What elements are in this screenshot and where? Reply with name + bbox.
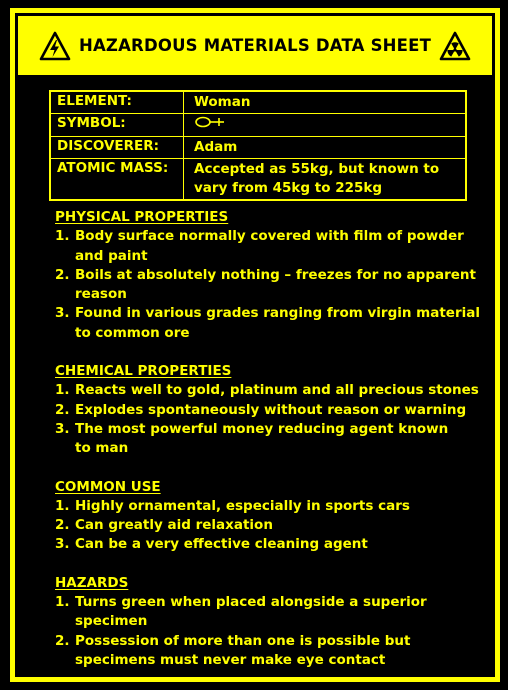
list-item-number: 3. <box>55 536 70 553</box>
list-item-text-line-1: Boils at absolutely nothing – freezes for no apparent <box>75 266 476 283</box>
list-item <box>55 381 495 400</box>
list-item-number: 1. <box>55 594 70 611</box>
list-item-text-line-2: and paint <box>75 247 148 264</box>
list-item-text-line-1: Found in various grades ranging from virgin material <box>75 305 480 322</box>
list-item-text-line-1: The most powerful money reducing agent known <box>75 420 449 437</box>
table-row-symbol <box>51 114 465 137</box>
section-heading: PHYSICAL PROPERTIES <box>55 209 229 225</box>
atomic-mass-line-2: vary from 45kg to 225kg <box>194 180 383 196</box>
list-item-text-line-1: Can greatly aid relaxation <box>75 517 273 534</box>
list-item-number: 2. <box>55 632 70 649</box>
section-hazards <box>55 574 495 670</box>
property-list <box>55 593 495 670</box>
list-item <box>55 420 495 459</box>
list-item-text-line-2: specimen <box>75 613 148 630</box>
list-item-text-line-1: Can be a very effective cleaning agent <box>75 536 368 553</box>
list-item-text-line-1: Turns green when placed alongside a superior <box>75 594 427 611</box>
table-row-element <box>51 92 465 114</box>
atomic-mass-label: ATOMIC MASS: <box>51 159 184 199</box>
table-row-atomic-mass <box>51 159 465 199</box>
discoverer-label: DISCOVERER: <box>51 137 184 158</box>
property-list <box>55 497 495 555</box>
list-item <box>55 304 495 343</box>
list-item <box>55 535 495 554</box>
list-item-number: 1. <box>55 497 70 514</box>
section-chemical-properties <box>55 362 495 458</box>
list-item-number: 1. <box>55 228 70 245</box>
list-item-number: 2. <box>55 517 70 534</box>
list-item-number: 3. <box>55 420 70 437</box>
list-item <box>55 593 495 632</box>
symbol-label: SYMBOL: <box>51 114 184 136</box>
table-row-discoverer <box>51 137 465 159</box>
list-item-text-line-1: Explodes spontaneously without reason or warning <box>75 401 467 418</box>
list-item-text-line-1: Possession of more than one is possible but <box>75 632 411 649</box>
list-item <box>55 266 495 305</box>
symbol-value <box>184 114 465 136</box>
list-item-number: 2. <box>55 401 70 418</box>
list-item-text-line-1: Highly ornamental, especially in sports cars <box>75 497 410 514</box>
data-sheet <box>10 8 500 682</box>
discoverer-value: Adam <box>194 139 238 155</box>
list-item-text-line-1: Reacts well to gold, platinum and all precious stones <box>75 382 479 399</box>
section-common-use <box>55 478 495 555</box>
list-item-number: 1. <box>55 382 70 399</box>
list-item <box>55 401 495 420</box>
element-label: ELEMENT: <box>51 92 184 113</box>
property-list <box>55 381 495 458</box>
list-item-text-line-2: to man <box>75 440 129 457</box>
section-heading: CHEMICAL PROPERTIES <box>55 363 232 380</box>
radiation-warning-icon <box>439 31 471 61</box>
section-heading: COMMON USE <box>55 478 161 495</box>
list-item-number: 3. <box>55 305 70 322</box>
atomic-mass-line-1: Accepted as 55kg, but known to <box>194 161 440 177</box>
page-title: HAZARDOUS MATERIALS DATA SHEET <box>78 36 432 55</box>
properties-content <box>55 208 495 689</box>
venus-symbol-icon <box>194 115 228 135</box>
list-item <box>55 227 495 266</box>
list-item-text-line-2: reason <box>75 286 127 303</box>
section-physical-properties <box>55 208 495 343</box>
property-list <box>55 227 495 343</box>
list-item <box>55 497 495 516</box>
element-data-table <box>49 90 467 201</box>
list-item <box>55 632 495 671</box>
list-item-text-line-2: specimens must never make eye contact <box>75 651 386 668</box>
list-item-text-line-2: to common ore <box>75 324 190 341</box>
list-item-number: 2. <box>55 266 70 283</box>
title-bar <box>18 16 492 75</box>
section-heading: HAZARDS <box>55 574 129 591</box>
list-item-text-line-1: Body surface normally covered with film of powder <box>75 228 464 245</box>
list-item <box>55 516 495 535</box>
atomic-mass-value <box>184 159 465 199</box>
element-value: Woman <box>194 94 251 110</box>
high-voltage-warning-icon <box>39 31 71 61</box>
